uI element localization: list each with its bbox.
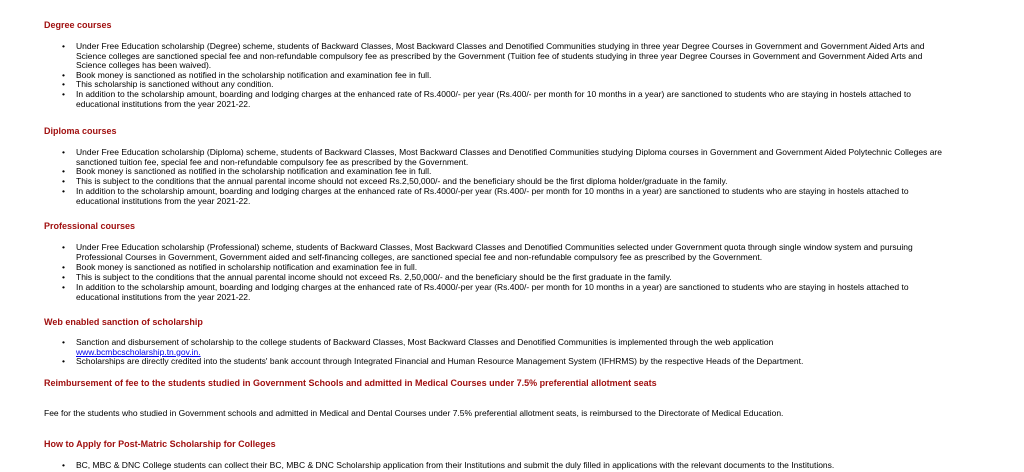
bullet-icon: •	[62, 460, 65, 470]
bullet-icon: •	[62, 166, 65, 176]
web-item-2: • Scholarships are directly credited into the students' bank account through Integrated Financial and Human Resource Management System (IFHRMS) by the respective Heads of the Department.	[62, 356, 804, 366]
professional-item-1: • Under Free Education scholarship (Professional) scheme, students of Backward Classes, Most Backward Classes and Denotified Communities selected under Government quota through single window system and pursuing Professional Courses in Government, Government aided and self-financing colleges, are sanctioned special fee and non-refundable compulsory fee as prescribed by the Government.	[62, 242, 913, 262]
diploma-item-1: • Under Free Education scholarship (Diploma) scheme, students of Backward Classes, Most Backward Classes and Denotified Communities studying Diploma courses in Government and Government Aided Polytechnic Colleges are sanctioned tuition fee, special fee and non-refundable compulsory fee as prescribed by the Government.	[62, 147, 942, 167]
degree-item-1: • Under Free Education scholarship (Degree) scheme, students of Backward Classes, Most Backward Classes and Denotified Communities studying in three year Degree Courses in Government and Government Aided Arts and Science colleges are sanctioned special fee and non-refundable compulsory fee as prescribed by the Government (Tuition fee of students studying in three year Degree Courses in Government and Government Aided Arts and Science colleges has been waived).	[62, 41, 925, 70]
degree-courses-heading: Degree courses	[44, 20, 112, 30]
degree-item-2: • Book money is sanctioned as notified in the scholarship notification and examination fee in full.	[62, 70, 432, 80]
bullet-icon: •	[62, 70, 65, 80]
bullet-icon: •	[62, 262, 65, 272]
bullet-icon: •	[62, 79, 65, 89]
diploma-item-4: • In addition to the scholarship amount, boarding and lodging charges at the enhanced rate of Rs.4000/-per year (Rs.400/- per month for 10 months in a year) are sanctioned to students who are staying in hostels attached to educational institutions from the year 2021-22.	[62, 186, 909, 206]
bullet-icon: •	[62, 272, 65, 282]
bullet-icon: •	[62, 176, 65, 186]
web-sanction-heading: Web enabled sanction of scholarship	[44, 317, 203, 327]
professional-item-4: • In addition to the scholarship amount, boarding and lodging charges at the enhanced rate of Rs.4000/-per year (Rs.400/- per month for 10 months in a year) are sanctioned to students who are staying in hostels attached to educational institutions from the year 2021-22.	[62, 282, 909, 302]
apply-item-1: • BC, MBC & DNC College students can collect their BC, MBC & DNC Scholarship application from their Institutions and submit the duly filled in applications with the relevant documents to the Institutions.	[62, 460, 835, 470]
bullet-icon: •	[62, 147, 65, 157]
reimbursement-heading: Reimbursement of fee to the students studied in Government Schools and admitted in Medical Courses under 7.5% preferential allotment seats	[44, 378, 657, 388]
professional-item-2: • Book money is sanctioned as notified in scholarship notification and examination fee in full.	[62, 262, 418, 272]
degree-item-3: • This scholarship is sanctioned without any condition.	[62, 79, 274, 89]
diploma-item-2: • Book money is sanctioned as notified in the scholarship notification and examination fee in full.	[62, 166, 432, 176]
bullet-icon: •	[62, 337, 65, 347]
bullet-icon: •	[62, 356, 65, 366]
bullet-icon: •	[62, 89, 65, 99]
scholarship-website-link[interactable]: www.bcmbcscholarship.tn.gov.in.	[76, 346, 201, 357]
bullet-icon: •	[62, 242, 65, 252]
bullet-icon: •	[62, 186, 65, 196]
professional-item-3: • This is subject to the conditions that the annual parental income should not exceed Rs. 2,50,000/- and the beneficiary should be the first graduate in the family.	[62, 272, 672, 282]
bullet-icon: •	[62, 41, 65, 51]
web-item-1-text: Sanction and disbursement of scholarship to the college students of Backward Classes, Most Backward Classes and Denotified Communities is implemented through the web application	[76, 337, 774, 347]
web-item-1	[62, 338, 952, 357]
professional-courses-heading: Professional courses	[44, 221, 136, 231]
diploma-item-3: • This is subject to the conditions that the annual parental income should not exceed Rs.2,50,000/- and the beneficiary should be the first diploma holder/graduate in the family.	[62, 176, 728, 186]
degree-item-4: • In addition to the scholarship amount, boarding and lodging charges at the enhanced rate of Rs.4000/- per year (Rs.400/- per month for 10 months in a year) are sanctioned to students who are staying in hostels attached to educational institutions from the year 2021-22.	[62, 89, 911, 109]
how-to-apply-heading: How to Apply for Post-Matric Scholarship for Colleges	[44, 439, 276, 449]
diploma-courses-heading: Diploma courses	[44, 126, 117, 136]
reimbursement-paragraph: Fee for the students who studied in Government schools and admitted in Medical and Dental Courses under 7.5% preferential allotment seats, is reimbursed to the Directorate of Medical Education.	[44, 408, 784, 418]
bullet-icon: •	[62, 282, 65, 292]
